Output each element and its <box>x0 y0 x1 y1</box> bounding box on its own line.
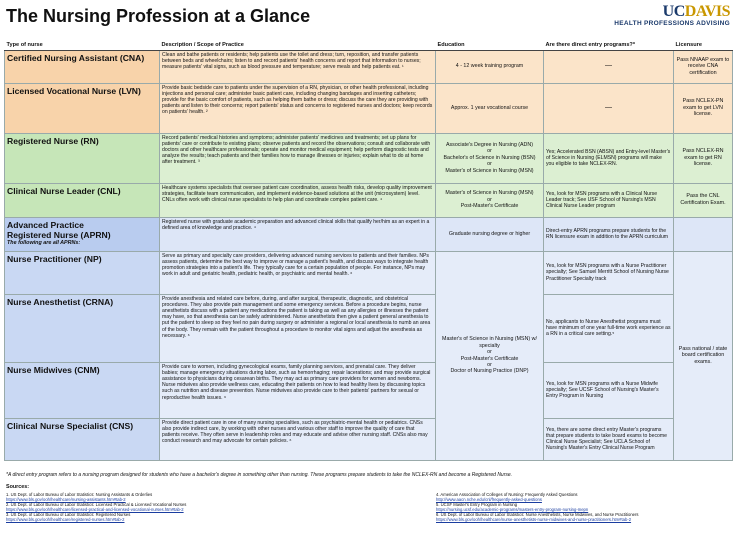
brand-logo-davis: DAVIS <box>684 3 730 20</box>
lic-lvn: Pass NCLEX-PN exam to get LVN license. <box>674 83 733 133</box>
direct-cnm: Yes, look for MSN programs with a Nurse Midwife specialty; See UCSF School of Nursing's Master's Entry Program in Nursing <box>544 362 674 418</box>
table-header-row <box>5 41 733 50</box>
direct-crna: No, applicants to Nurse Anesthetist programs must have minimum of one year full-time work experience as a RN in a critical care setting.⁵ <box>544 294 674 362</box>
direct-cnl: Yes, look for MSN programs with a Clinical Nurse Leader track; See USF School of Nursing's MSN Clinical Nurse Leader program <box>544 183 674 217</box>
desc-aprn: Registered nurse with graduate academic preparation and advanced clinical skills that qualify her/him as an expert in a defined area of knowledge and practice. ⁴ <box>160 217 436 251</box>
source-link[interactable]: https://www.bls.gov/ooh/healthcare/registered-nurses.htm#tab-2 <box>6 517 125 523</box>
row-lvn <box>5 83 733 133</box>
row-cnm <box>5 362 733 418</box>
col-header-description: Description / Scope of Practice <box>160 41 436 50</box>
col-header-education: Education <box>436 41 544 50</box>
edu-apn-or2: or <box>487 361 492 368</box>
direct-aprn: Direct-entry APRN programs prepare students for the RN licensure exam in addition to the APRN curriculum <box>544 217 674 251</box>
lic-cnl: Pass the CNL Certification Exam. <box>674 183 733 217</box>
type-aprn-sub: The following are all APRNs: <box>7 239 81 246</box>
type-cna: Certified Nursing Assistant (CNA) <box>5 50 160 83</box>
source-link[interactable]: https://nursing.ucsf.edu/academic-programs/masters-entry-program-nursing-mepn <box>436 507 589 513</box>
source-link[interactable]: https://www.bls.gov/ooh/healthcare/licensed-practical-and-licensed-vocational-nurses.htm#tab-2 <box>6 507 184 513</box>
row-aprn <box>5 217 733 251</box>
desc-np: Serve as primary and specialty care providers, delivering advanced nursing services to patients and their families. NPs assess patients, determine the best way to improve or manage a patient's health, and discuss ways to integrate health promotion strategies into a patient's life. They typically care for a certain population of people. For instance, NPs may work in adult and geriatric health, pediatric health, or psychiatric and mental health. ⁶ <box>160 251 436 294</box>
row-crna <box>5 294 733 362</box>
type-cns: Clinical Nurse Specialist (CNS) <box>5 418 160 460</box>
type-crna: Nurse Anesthetist (CRNA) <box>5 294 160 362</box>
lic-rn: Pass NCLEX-RN exam to get RN license. <box>674 133 733 183</box>
direct-np: Yes, look for MSN programs with a Nurse Practitioner specialty; See Samuel Merritt School of Nursing Nurse Practitioner Specialty track <box>544 251 674 294</box>
row-cnl <box>5 183 733 217</box>
direct-cna: — <box>544 50 674 83</box>
type-np: Nurse Practitioner (NP) <box>5 251 160 294</box>
col-header-direct: Are there direct entry programs?* <box>544 41 674 50</box>
footnote: *A direct entry program refers to a nursing program designed for students who have a bachelor's degree in something other than nursing. These programs prepare students to take the NCLEX-RN and become a Registered Nurse. <box>6 472 513 478</box>
lic-cna: Pass NNAAP exam to receive CNA certification <box>674 50 733 83</box>
type-lvn: Licensed Vocational Nurse (LVN) <box>5 83 160 133</box>
edu-lvn: Approx. 1 year vocational course <box>436 83 544 133</box>
edu-rn-2: Bachelor's of Science in Nursing (BSN) <box>443 154 536 161</box>
source-item: 2. US Dept. of Labor Bureau of Labor Statistics: Licensed Practical & Licensed Vocational Nurses <box>6 502 187 508</box>
source-link[interactable]: https://www.bls.gov/ooh/healthcare/nursing-assistants.htm#tab-2 <box>6 497 126 503</box>
row-rn <box>5 133 733 183</box>
direct-cns: Yes, there are some direct entry Master's programs that prepare students to take board exams to become Clinical Nurse Specialist; See UCLA School of Nursing's Master's Entry Clinical Nurse Program <box>544 418 674 460</box>
type-cnm: Nurse Midwives (CNM) <box>5 362 160 418</box>
desc-cns: Provide direct patient care in one of many nursing specialties, such as psychiatric-mental health or pediatrics. CNSs also provide indirect care, by working with other nurses and various other staff to improve the quality of care that patients receive. They often serve in leadership roles and may educate and advise other nursing staff. CNSs also may conduct research and may advocate for certain policies. ⁶ <box>160 418 436 460</box>
edu-rn-or2: or <box>487 161 492 168</box>
edu-cnl-1: Master's of Science in Nursing (MSN) <box>445 190 534 197</box>
sources-col-left <box>6 492 306 523</box>
direct-lvn: — <box>544 83 674 133</box>
edu-aprn: Graduate nursing degree or higher <box>436 217 544 251</box>
brand <box>614 4 730 27</box>
desc-lvn: Provide basic bedside care to patients under the supervision of a RN, physician, or other health professional, including injections and personal care; administer basic patient care, including changing bandages and inserting catheters; provide for the basic comfort of patients, such as helping them bathe or dress; discuss the care they are providing with patients and listen to their concerns; report patients' status and concerns to registered nurses and doctors; keep records on patients' health. ² <box>160 83 436 133</box>
edu-cnl-or: or <box>487 196 492 203</box>
lic-aprn <box>674 217 733 251</box>
edu-rn-3: Master's of Science in Nursing (MSN) <box>445 167 534 174</box>
desc-cnl: Healthcare systems specialists that oversee patient care coordination, assess health risks, develop quality improvement strategies, facilitate team communication, and implement evidence-based solutions at the unit (microsystem) level. CNLs often work with clinical nurse specialists to help plan and coordinate complex patient care. ⁴ <box>160 183 436 217</box>
desc-cnm: Provide care to women, including gynecological exams, family planning services, and prenatal care. They deliver babies; manage emergency situations during labor, such as hemorrhaging; repair lacerations; and may provide surgical assistance to physicians during cesarean births. They may act as primary care providers for women and newborns. Nurse midwives also provide wellness care, educating their patients on how to lead healthy lives by discussing topics such as nutrition and disease prevention. Nurse midwives also provide care to their patients' partners for sexual or reproductive health issues. ⁶ <box>160 362 436 418</box>
source-item: 4. American Association of Colleges of Nursing: Frequently Asked Questions <box>436 492 578 497</box>
lic-apn: Pass national / state board certification exams. <box>674 251 733 460</box>
edu-apn-1: Master's of Science in Nursing (MSN) w/ specialty <box>442 336 537 349</box>
edu-cnl-2: Post-Master's Certificate <box>460 203 519 210</box>
direct-rn: Yes; Accelerated BSN (ABSN) and Entry-level Master's of Science in Nursing (ELMSN) programs will make you eligible to take NCLEX-RN. <box>544 133 674 183</box>
header <box>6 2 730 38</box>
desc-crna: Provide anesthesia and related care before, during, and after surgical, therapeutic, diagnostic, and obstetrical procedures. They also provide pain management and some emergency services. Before a procedure begins, nurse anesthetists discuss with a patient any medications the patient is taking as well as any allergies or illnesses the patient may have, so that anesthesia can be safely administered. Nurse anesthetists then give a patient general anesthesia to put the patient to sleep so they feel no pain during surgery or administer a regional or local anesthesia to numb an area of the body. They remain with the patient throughout a procedure to monitor vital signs and adjust the anesthesia as necessary. ⁶ <box>160 294 436 362</box>
brand-logo-uc: UC <box>662 3 685 20</box>
edu-cna: 4 - 12 week training program <box>436 50 544 83</box>
sources-col-right <box>436 492 736 523</box>
edu-apn-or1: or <box>487 349 492 356</box>
type-aprn-line2: Registered Nurse (APRN) <box>7 229 111 240</box>
col-header-type: Type of nurse <box>5 41 160 50</box>
edu-rn-1: Associate's Degree in Nursing (ADN) <box>446 141 533 148</box>
type-cnl: Clinical Nurse Leader (CNL) <box>5 183 160 217</box>
row-np <box>5 251 733 294</box>
desc-rn: Record patients' medical histories and symptoms; administer patients' medicines and treatments; set up plans for patients' care or contribute to existing plans; observe patients and record the observations; consult and collaborate with doctors and other healthcare professionals; operate and monitor medical equipment; help perform diagnostic tests and analyze the results; teach patients and their families how to manage illnesses or injuries; explain what to do at home after treatment. ³ <box>160 133 436 183</box>
col-header-licensure: Licensure <box>674 41 733 50</box>
edu-apn-3: Doctor of Nursing Practice (DNP) <box>450 368 529 375</box>
brand-subtitle: HEALTH PROFESSIONS ADVISING <box>614 20 730 27</box>
source-link[interactable]: http://www.aacn.nche.edu/cnl/frequently-asked-questions <box>436 497 542 503</box>
source-item: 5. UCSF Master's Entry Program in Nursing <box>436 502 518 508</box>
source-item: 3. US Dept. of Labor Bureau of Labor Statistics: Registered Nurses <box>6 512 131 518</box>
row-cns <box>5 418 733 460</box>
source-item: 1. US Dept. of Labor Bureau of Labor Statistics: Nursing Assistants & Orderlies <box>6 492 153 497</box>
desc-cna: Clean and bathe patients or residents; help patients use the toilet and dress; turn, reposition, and transfer patients between beds and wheelchairs; listen to and record patients' health concerns and report that information to nurses; measure patients' vital signs, such as blood pressure and temperature; serve meals and help patients eat. ¹ <box>160 50 436 83</box>
edu-rn-or1: or <box>487 148 492 155</box>
source-link[interactable]: https://www.bls.gov/ooh/healthcare/nurse-anesthetists-nurse-midwives-and-nurse-practitioners.htm#tab-2 <box>436 517 632 523</box>
type-aprn <box>5 217 160 251</box>
edu-apn-2: Post-Master's Certificate <box>460 355 519 362</box>
edu-apn <box>436 251 544 460</box>
type-aprn-line1: Advanced Practice <box>7 219 84 230</box>
brand-logo <box>614 4 730 20</box>
nursing-table <box>4 41 733 461</box>
edu-cnl <box>436 183 544 217</box>
row-cna <box>5 50 733 83</box>
page-title: The Nursing Profession at a Glance <box>6 6 311 26</box>
edu-rn <box>436 133 544 183</box>
sources-title: Sources: <box>6 484 30 490</box>
type-rn: Registered Nurse (RN) <box>5 133 160 183</box>
source-item: 6. US Dept. of Labor Bureau of Labor Statistics: Nurse Anesthetists, Nurse Midwives, and Nurse Practitioners <box>436 512 639 518</box>
